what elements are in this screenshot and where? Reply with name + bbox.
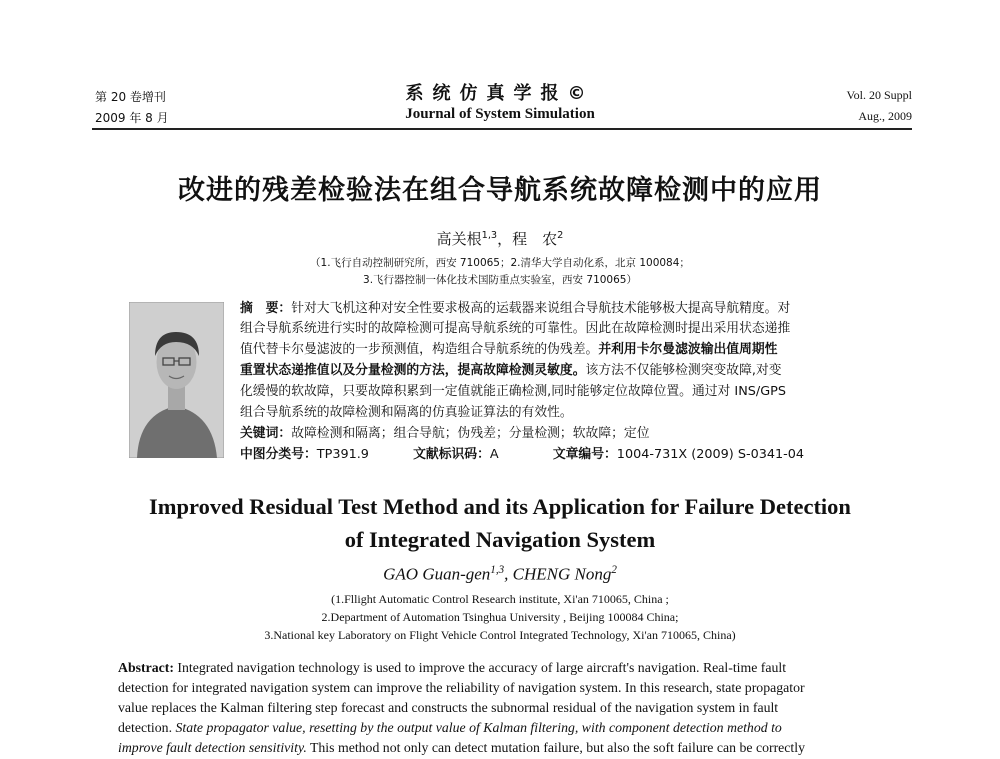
abstract-en-italic4: State propagator value, resetting by the output value of Kalman filtering, with component detection method to — [175, 720, 782, 735]
abstract-en-line5 — [118, 738, 898, 758]
journal-name-cn: 系统仿真学报© — [405, 83, 595, 104]
doc-code-label: 文献标识码： — [413, 447, 490, 462]
affiliation-cn-line1: （1.飞行自动控制研究所，西安 710065；2.清华大学自动化系，北京 100084； — [310, 257, 690, 269]
author-1-en: GAO Guan-gen — [383, 564, 491, 584]
abstract-en-line3: value replaces the Kalman filtering step forecast and constructs the subnormal residual of the navigation system in fault — [118, 700, 779, 715]
author-2-sup-en: 2 — [611, 564, 617, 576]
affiliation-cn-line2: 3.飞行器控制一体化技术国防重点实验室，西安 710065） — [363, 274, 637, 286]
abstract-label-en: Abstract: — [118, 660, 174, 675]
abstract-cn-line2: 组合导航系统进行实时的故障检测可提高导航系统的可靠性。因此在故障检测时提出采用状态递推 — [240, 321, 791, 336]
author-2-cn: 程 农 — [512, 230, 558, 248]
keywords-value-cn: 故障检测和隔离；组合导航；伪残差；分量检测；软故障；定位 — [291, 426, 650, 441]
author-sep-cn: ， — [497, 230, 513, 248]
authors-en — [0, 564, 1000, 585]
title-en — [0, 490, 1000, 556]
abstract-cn-text1: 针对大飞机这种对安全性要求极高的运载器来说组合导航技术能够极大提高导航精度。对 — [291, 301, 791, 316]
clc-value: TP391.9 — [316, 447, 369, 462]
header-rule — [92, 128, 912, 130]
affiliation-en-line3: 3.National key Laboratory on Flight Vehicle Control Integrated Technology, Xi'an 710065, China) — [264, 628, 736, 642]
abstract-en-text1: Integrated navigation technology is used to improve the accuracy of large aircraft's navigation. Real-time fault — [173, 660, 787, 675]
classification-cn — [240, 446, 920, 465]
author-1-sup-en: 1,3 — [490, 564, 505, 576]
affiliation-en-line1: (1.Fllight Automatic Control Research institute, Xi'an 710065, China ; — [331, 592, 669, 606]
abstract-cn-line4 — [240, 362, 920, 381]
abstract-cn-line5: 化缓慢的软故障，只要故障积累到一定值就能正确检测,同时能够定位故障位置。通过对 INS/GPS — [240, 384, 786, 399]
abstract-cn-bold4: 重置状态递推值以及分量检测的方法，提高故障检测灵敏度。 — [240, 363, 586, 378]
volume-en: Vol. 20 Suppl — [846, 88, 912, 102]
abstract-cn-text4: 该方法不仅能够检测突变故障,对变 — [585, 363, 782, 378]
affiliation-en-line2: 2.Department of Automation Tsinghua University , Beijing 100084 China; — [321, 610, 679, 624]
author-sep-en: , — [504, 564, 513, 584]
abstract-label-cn: 摘 要： — [240, 301, 292, 316]
author-2-en: CHENG Nong — [512, 564, 612, 584]
article-no-label: 文章编号： — [552, 447, 617, 462]
abstract-cn-text3: 值代替卡尔曼滤波的一步预测值，构造组合导航系统的伪残差。 — [240, 342, 599, 357]
abstract-en-italic5: improve fault detection sensitivity. — [118, 740, 307, 755]
keywords-label-cn: 关键词： — [240, 426, 292, 441]
authors-cn — [0, 228, 1000, 249]
title-cn: 改进的残差检验法在组合导航系统故障检测中的应用 — [178, 175, 822, 206]
abstract-cn-line6: 组合导航系统的故障检测和隔离的仿真验证算法的有效性。 — [240, 405, 573, 420]
abstract-en-line2: detection for integrated navigation system can improve the reliability of navigation system. In this research, state propagator — [118, 680, 805, 695]
abstract-cn-line3 — [240, 341, 920, 360]
abstract-en-line4 — [118, 718, 898, 738]
doc-code-value: A — [489, 447, 499, 462]
author-photo — [129, 302, 224, 458]
author-2-sup-cn: 2 — [557, 230, 564, 241]
author-1-cn: 高关根 — [436, 230, 482, 248]
journal-name-en: Journal of System Simulation — [405, 106, 595, 122]
article-no-value: 1004-731X (2009) S-0341-04 — [616, 447, 805, 462]
date-cn: 2009 年 8 月 — [95, 111, 169, 125]
volume-cn: 第 20 卷增刊 — [95, 90, 166, 104]
abstract-en-line1 — [118, 658, 898, 678]
clc-label: 中图分类号： — [240, 447, 317, 462]
author-1-sup-cn: 1,3 — [481, 230, 498, 241]
title-en-line2: of Integrated Navigation System — [344, 527, 656, 552]
keywords-cn — [240, 425, 920, 444]
abstract-cn-bold3: 并利用卡尔曼滤波输出值周期性 — [598, 342, 778, 357]
abstract-en-text4: detection. — [118, 720, 176, 735]
abstract-cn-line1 — [240, 300, 920, 319]
date-en: Aug., 2009 — [858, 109, 912, 123]
title-en-line1: Improved Residual Test Method and its Application for Failure Detection — [149, 494, 851, 519]
abstract-en-text5: This method not only can detect mutation failure, but also the soft failure can be correctly — [306, 740, 805, 755]
